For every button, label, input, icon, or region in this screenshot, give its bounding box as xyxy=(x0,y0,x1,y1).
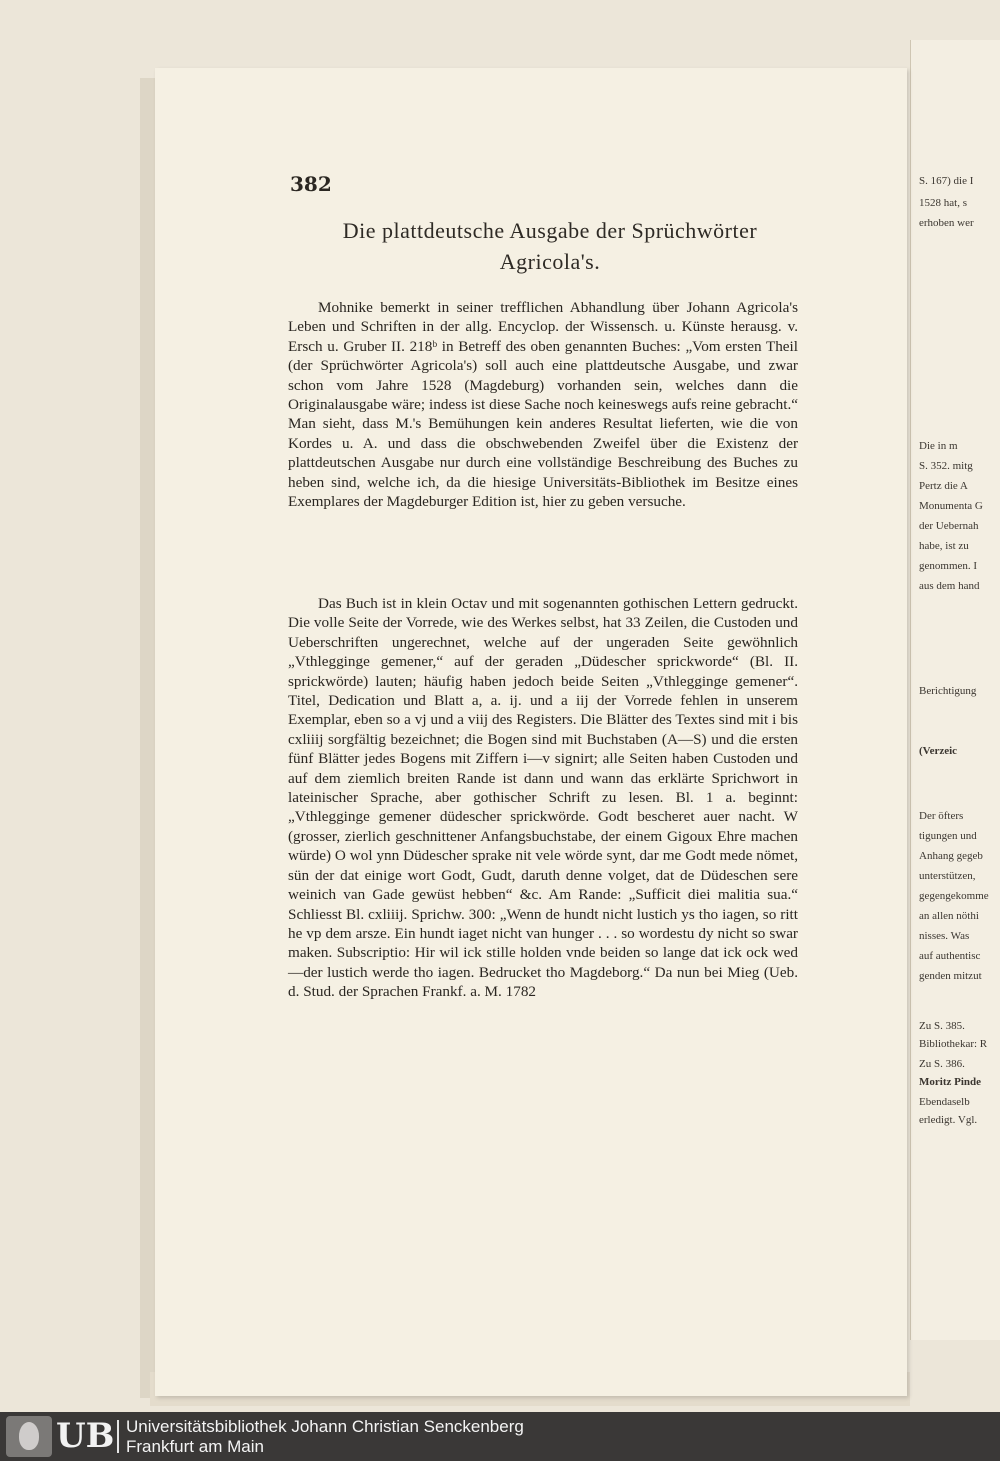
facing-page-text-line: Die in m xyxy=(919,440,958,452)
facing-page-text-line: Zu S. 385. xyxy=(919,1020,965,1032)
facing-page-text-line: gegengekomme xyxy=(919,890,989,902)
page-number: 382 xyxy=(290,172,332,196)
facing-page-text-line: tigungen und xyxy=(919,830,977,842)
facing-page-text-line: genden mitzut xyxy=(919,970,982,982)
facing-page-text-line: S. 352. mitg xyxy=(919,460,973,472)
page-edge xyxy=(140,78,156,1398)
facing-page-text-line: Bibliothekar: R xyxy=(919,1038,988,1050)
ub-logo: UB xyxy=(56,1416,115,1456)
facing-page-text-line: genommen. I xyxy=(919,560,978,572)
library-footer-bar xyxy=(0,1412,1000,1461)
facing-page-text-line: Berichtigung xyxy=(919,685,977,697)
facing-page-text-line: der Uebernah xyxy=(919,520,979,532)
paragraph-2: Das Buch ist in klein Octav und mit sogenannten gothischen Lettern gedruckt. Die volle Seite der Vorrede, wie des Werkes selbst, hat 33 Zeilen, die Custoden und Ueberschriften ungerechnet, welche auf der ungeraden Seite gewöhnlich „Vthlegginge gemener,“ auf der geraden „Düdescher sprickworde“ (Bl. II. sprickwörde) lauten; häufig haben jedoch beide Seiten „Vthlegginge gemener“. Titel, Dedication und Blatt a, a. ij. und a iij der Vorrede fehlen in unserem Exemplar, eben so a vj und a viij des Registers. Die Blätter des Textes sind mit i bis cxliiij sorgfältig bezeichnet; die Bogen sind mit Buchstaben (A—S) und die ersten fünf Blätter jedes Bogens mit Ziffern i—v signirt; alle Seiten haben Custoden und auf dem ziemlich breiten Rande ist dann und wann das erklärte Sprichwort in lateinischer Sprache, aber gothischer Schrift zu lesen. Bl. 1 a. beginnt: „Vthlegginge gemener düdescher sprickwörde. Godt bescheret auer nacht. W (grosser, zierlich geschnittener Anfangsbuchstabe, der einem Gigoux Ehre machen würde) O wol ynn Düdescher sprake nit vele wörde synt, dar me Godt mede nömet, sün der dat einige wort Godt, Gudt, daruth denne volget, dat de Düdeschen sere weinich van Gade gewüst hebben“ &c. Am Rande: „Sufficit diei malitia sua.“ Schliesst Bl. cxliiij. Sprichw. 300: „Wenn de hundt nicht lustich ys tho iagen, so ritt he vp dem arsze. Ein hundt iaget nicht van hunger . . . so wordestu dy nicht so swar maken. Subscriptio: Hir wil ick stille holden vnde beiden so lange dat ick ock wed—der lustich werde tho iagen. Bedrucket tho Magdeborg.“ Da nun bei Mieg (Ueb. d. Stud. der Sprachen Frankf. a. M. 1782 xyxy=(288,595,798,1001)
facing-page-text-line: Pertz die A xyxy=(919,480,968,492)
facing-page-fragment xyxy=(910,40,1000,1340)
facing-page-text-line: 1528 hat, s xyxy=(919,197,967,209)
facing-page-text-line: Monumenta G xyxy=(919,500,983,512)
facing-page-text-line: aus dem hand xyxy=(919,580,980,592)
facing-page-text-line: Anhang gegeb xyxy=(919,850,983,862)
logo-divider xyxy=(117,1420,119,1453)
paragraph-1: Mohnike bemerkt in seiner trefflichen Abhandlung über Johann Agricola's Leben und Schriften in der allg. Encyclop. der Wissensch. u. Künste herausg. v. Ersch u. Gruber II. 218ᵇ in Betreff des oben genannten Buches: „Vom ersten Theil (der Sprüchwörter Agricola's) soll auch eine plattdeutsche Ausgabe, und zwar schon vom Jahre 1528 (Magdeburg) vorhanden sein, welches dann die Originalausgabe wäre; indess ist diese Sache noch keineswegs aufs reine gebracht.“ Man sieht, dass M.'s Bemühungen kein anderes Resultat lieferten, wie die von Kordes u. A. und dass die obschwebenden Zweifel über die Existenz der plattdeutschen Ausgabe nur durch eine vollständige Beschreibung des Buches zu heben sind, welche ich, da die hiesige Universitäts-Bibliothek im Besitze eines Exemplares der Magdeburger Edition ist, hier zu geben versuche. xyxy=(288,299,798,511)
library-name[interactable]: Universitätsbibliothek Johann Christian Senckenberg xyxy=(126,1417,524,1436)
facing-page-text-line: habe, ist zu xyxy=(919,540,969,552)
facing-page-text-line: Moritz Pinde xyxy=(919,1076,982,1088)
facing-page-text-line: nisses. Was xyxy=(919,930,970,942)
facing-page-text-line: Der öfters xyxy=(919,810,964,822)
library-location: Frankfurt am Main xyxy=(126,1437,264,1456)
facing-page-text-line: unterstützen, xyxy=(919,870,976,882)
article-heading: Die plattdeutsche Ausgabe der Sprüchwörter Agricola's. xyxy=(342,218,758,274)
facing-page-text-line: an allen nöthi xyxy=(919,910,979,922)
facing-page-text-line: auf authentisc xyxy=(919,950,981,962)
facing-page-text-line: erhoben wer xyxy=(919,217,974,229)
facing-page-text-line: (Verzeic xyxy=(919,745,958,757)
facing-page-text-line: Zu S. 386. xyxy=(919,1058,965,1070)
facing-page-text-line: S. 167) die I xyxy=(919,175,974,187)
facing-page-text-line: Ebendaselb xyxy=(919,1096,970,1108)
facing-page-text-line: erledigt. Vgl. xyxy=(919,1114,978,1126)
library-seal-icon xyxy=(6,1416,52,1457)
